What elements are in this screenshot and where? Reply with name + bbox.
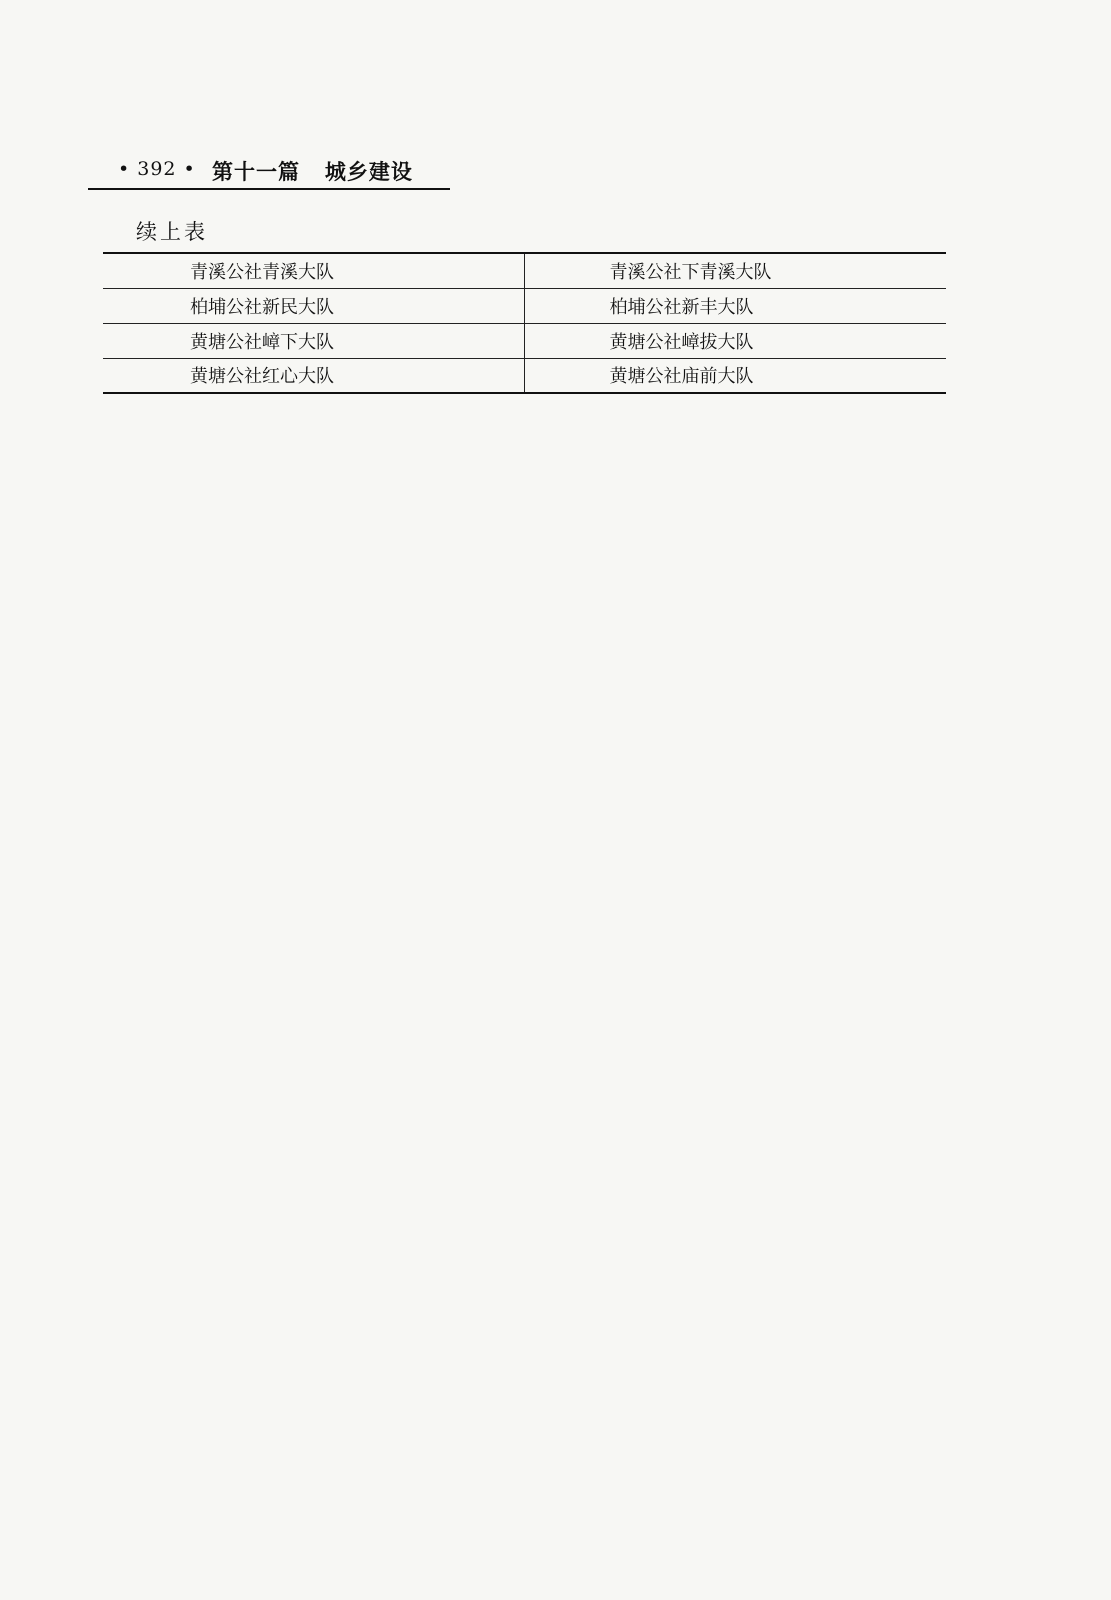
page-number: • 392 • [118, 158, 196, 180]
table-cell: 柏埔公社新丰大队 [524, 288, 946, 323]
table-cell: 黄塘公社嶂拔大队 [524, 323, 946, 358]
running-header [88, 150, 450, 190]
village-brigade-table [103, 252, 946, 394]
table-cell: 黄塘公社红心大队 [103, 358, 524, 393]
table-row [103, 323, 946, 358]
table-row [103, 288, 946, 323]
table-row [103, 358, 946, 393]
continued-table-label: 续上表 [136, 220, 208, 244]
table-cell: 青溪公社青溪大队 [103, 253, 524, 288]
table-cell: 黄塘公社庙前大队 [524, 358, 946, 393]
table-cell: 黄塘公社嶂下大队 [103, 323, 524, 358]
table-row [103, 253, 946, 288]
chapter-title: 第十一篇 城乡建设 [212, 160, 413, 184]
table-cell: 青溪公社下青溪大队 [524, 253, 946, 288]
table-cell: 柏埔公社新民大队 [103, 288, 524, 323]
